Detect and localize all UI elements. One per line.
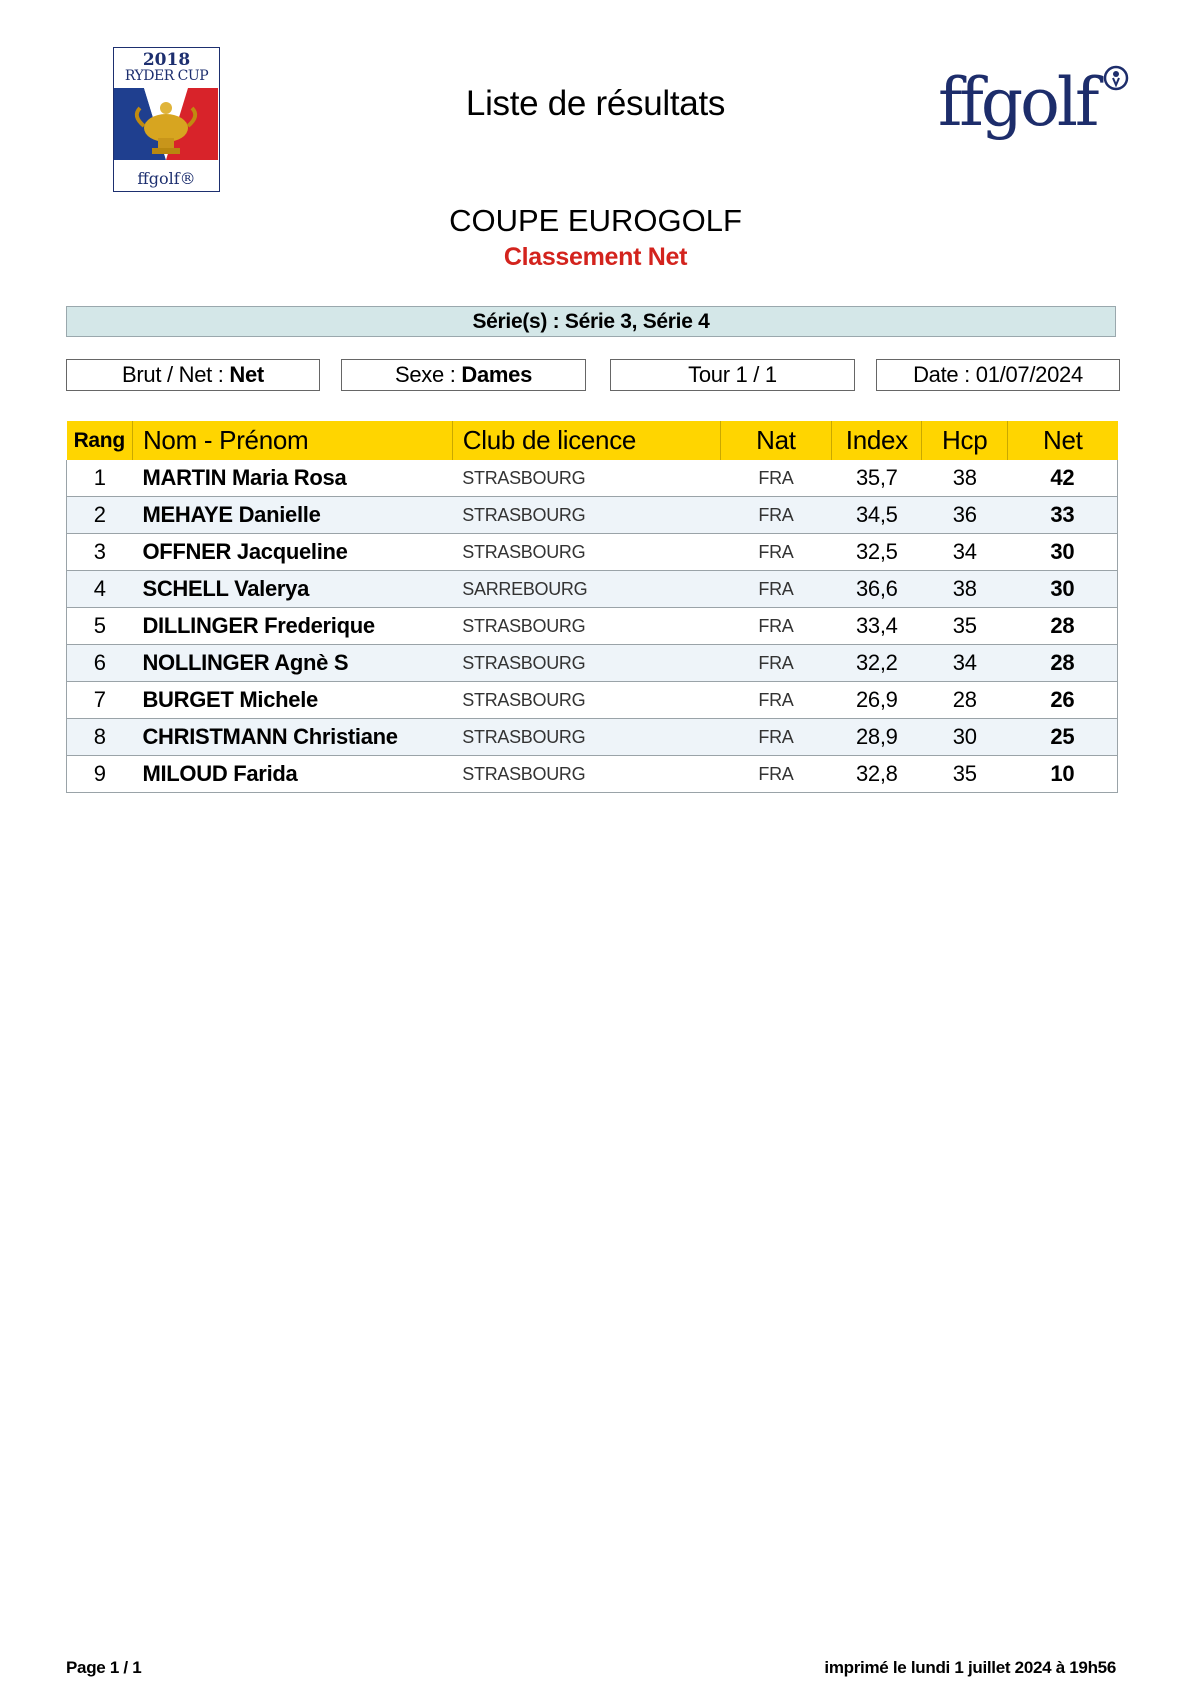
tour-value: Tour 1 / 1 — [688, 362, 777, 387]
cell-nom: CHRISTMANN Christiane — [132, 719, 452, 756]
cell-nom: DILLINGER Frederique — [132, 608, 452, 645]
cell-club: STRASBOURG — [452, 682, 720, 719]
cell-hcp: 38 — [922, 571, 1008, 608]
cell-rang: 5 — [67, 608, 133, 645]
cell-hcp: 38 — [922, 460, 1008, 497]
cell-club: STRASBOURG — [452, 756, 720, 793]
header-index: Index — [832, 421, 922, 460]
cell-rang: 3 — [67, 534, 133, 571]
cell-hcp: 36 — [922, 497, 1008, 534]
cell-club: STRASBOURG — [452, 497, 720, 534]
table-row — [67, 534, 1118, 571]
table-row — [67, 460, 1118, 497]
header-rang: Rang — [67, 421, 133, 460]
table-header-row — [67, 421, 1118, 460]
cell-hcp: 35 — [922, 608, 1008, 645]
results-body — [67, 460, 1118, 793]
cell-nom: SCHELL Valerya — [132, 571, 452, 608]
cell-rang: 2 — [67, 497, 133, 534]
ffgolf-logo — [938, 64, 1138, 154]
cell-rang: 1 — [67, 460, 133, 497]
cell-net: 30 — [1008, 571, 1118, 608]
page-title: Liste de résultats — [465, 84, 726, 123]
date-box — [876, 359, 1120, 391]
cell-net: 42 — [1008, 460, 1118, 497]
cell-nat: FRA — [720, 497, 832, 534]
cell-index: 35,7 — [832, 460, 922, 497]
sexe-label: Sexe : — [394, 362, 456, 387]
table-row — [67, 608, 1118, 645]
page-number: Page 1 / 1 — [66, 1658, 142, 1677]
cell-net: 25 — [1008, 719, 1118, 756]
cell-nat: FRA — [720, 756, 832, 793]
cell-nat: FRA — [720, 534, 832, 571]
cell-net: 26 — [1008, 682, 1118, 719]
cell-club: STRASBOURG — [452, 460, 720, 497]
cell-nat: FRA — [720, 719, 832, 756]
cell-index: 34,5 — [832, 497, 922, 534]
print-timestamp: imprimé le lundi 1 juillet 2024 à 19h56 — [824, 1658, 1116, 1677]
cell-nat: FRA — [720, 571, 832, 608]
cell-nom: OFFNER Jacqueline — [132, 534, 452, 571]
table-row — [67, 719, 1118, 756]
cell-nom: MILOUD Farida — [132, 756, 452, 793]
table-row — [67, 682, 1118, 719]
logo-year: 2018 — [142, 50, 191, 70]
cell-index: 26,9 — [832, 682, 922, 719]
series-band: Série(s) : Série 3, Série 4 — [66, 306, 1116, 337]
logo-brand: ffgolf® — [137, 169, 196, 188]
cell-index: 32,2 — [832, 645, 922, 682]
brut-net-value: Net — [229, 362, 264, 387]
header-nat: Nat — [720, 421, 832, 460]
ffgolf-wordmark: ffgolf — [938, 64, 1097, 141]
cell-rang: 9 — [67, 756, 133, 793]
header-nom: Nom - Prénom — [132, 421, 452, 460]
cell-club: SARREBOURG — [452, 571, 720, 608]
tour-box — [610, 359, 855, 391]
date-value: Date : 01/07/2024 — [913, 362, 1083, 387]
cell-net: 10 — [1008, 756, 1118, 793]
cell-net: 28 — [1008, 608, 1118, 645]
cell-club: STRASBOURG — [452, 534, 720, 571]
cell-hcp: 34 — [922, 645, 1008, 682]
cell-club: STRASBOURG — [452, 608, 720, 645]
cell-rang: 4 — [67, 571, 133, 608]
results-table — [66, 421, 1118, 793]
cell-net: 28 — [1008, 645, 1118, 682]
cell-nom: MEHAYE Danielle — [132, 497, 452, 534]
cell-hcp: 35 — [922, 756, 1008, 793]
cell-hcp: 28 — [922, 682, 1008, 719]
competition-subtitle: Classement Net — [503, 243, 688, 271]
cell-rang: 8 — [67, 719, 133, 756]
cell-nat: FRA — [720, 682, 832, 719]
brut-net-box — [66, 359, 320, 391]
cell-nat: FRA — [720, 608, 832, 645]
cell-rang: 7 — [67, 682, 133, 719]
cell-nom: MARTIN Maria Rosa — [132, 460, 452, 497]
table-row — [67, 497, 1118, 534]
competition-title: COUPE EUROGOLF — [449, 203, 742, 238]
cell-nat: FRA — [720, 645, 832, 682]
table-row — [67, 756, 1118, 793]
cell-nat: FRA — [720, 460, 832, 497]
cell-nom: NOLLINGER Agnè S — [132, 645, 452, 682]
sexe-value: Dames — [461, 362, 533, 387]
cell-club: STRASBOURG — [452, 719, 720, 756]
table-row — [67, 571, 1118, 608]
cell-hcp: 30 — [922, 719, 1008, 756]
cell-index: 32,8 — [832, 756, 922, 793]
sexe-box — [341, 359, 586, 391]
cell-net: 33 — [1008, 497, 1118, 534]
cell-rang: 6 — [67, 645, 133, 682]
cell-nom: BURGET Michele — [132, 682, 452, 719]
header-club: Club de licence — [452, 421, 720, 460]
registered-mark-icon — [1102, 64, 1130, 92]
cell-index: 32,5 — [832, 534, 922, 571]
brut-net-label: Brut / Net : — [122, 362, 224, 387]
cell-index: 28,9 — [832, 719, 922, 756]
header-net: Net — [1008, 421, 1118, 460]
cell-index: 36,6 — [832, 571, 922, 608]
cell-hcp: 34 — [922, 534, 1008, 571]
cell-club: STRASBOURG — [452, 645, 720, 682]
cell-index: 33,4 — [832, 608, 922, 645]
header-hcp: Hcp — [922, 421, 1008, 460]
cell-net: 30 — [1008, 534, 1118, 571]
table-row — [67, 645, 1118, 682]
logo-event-name: RYDER CUP — [124, 68, 209, 84]
